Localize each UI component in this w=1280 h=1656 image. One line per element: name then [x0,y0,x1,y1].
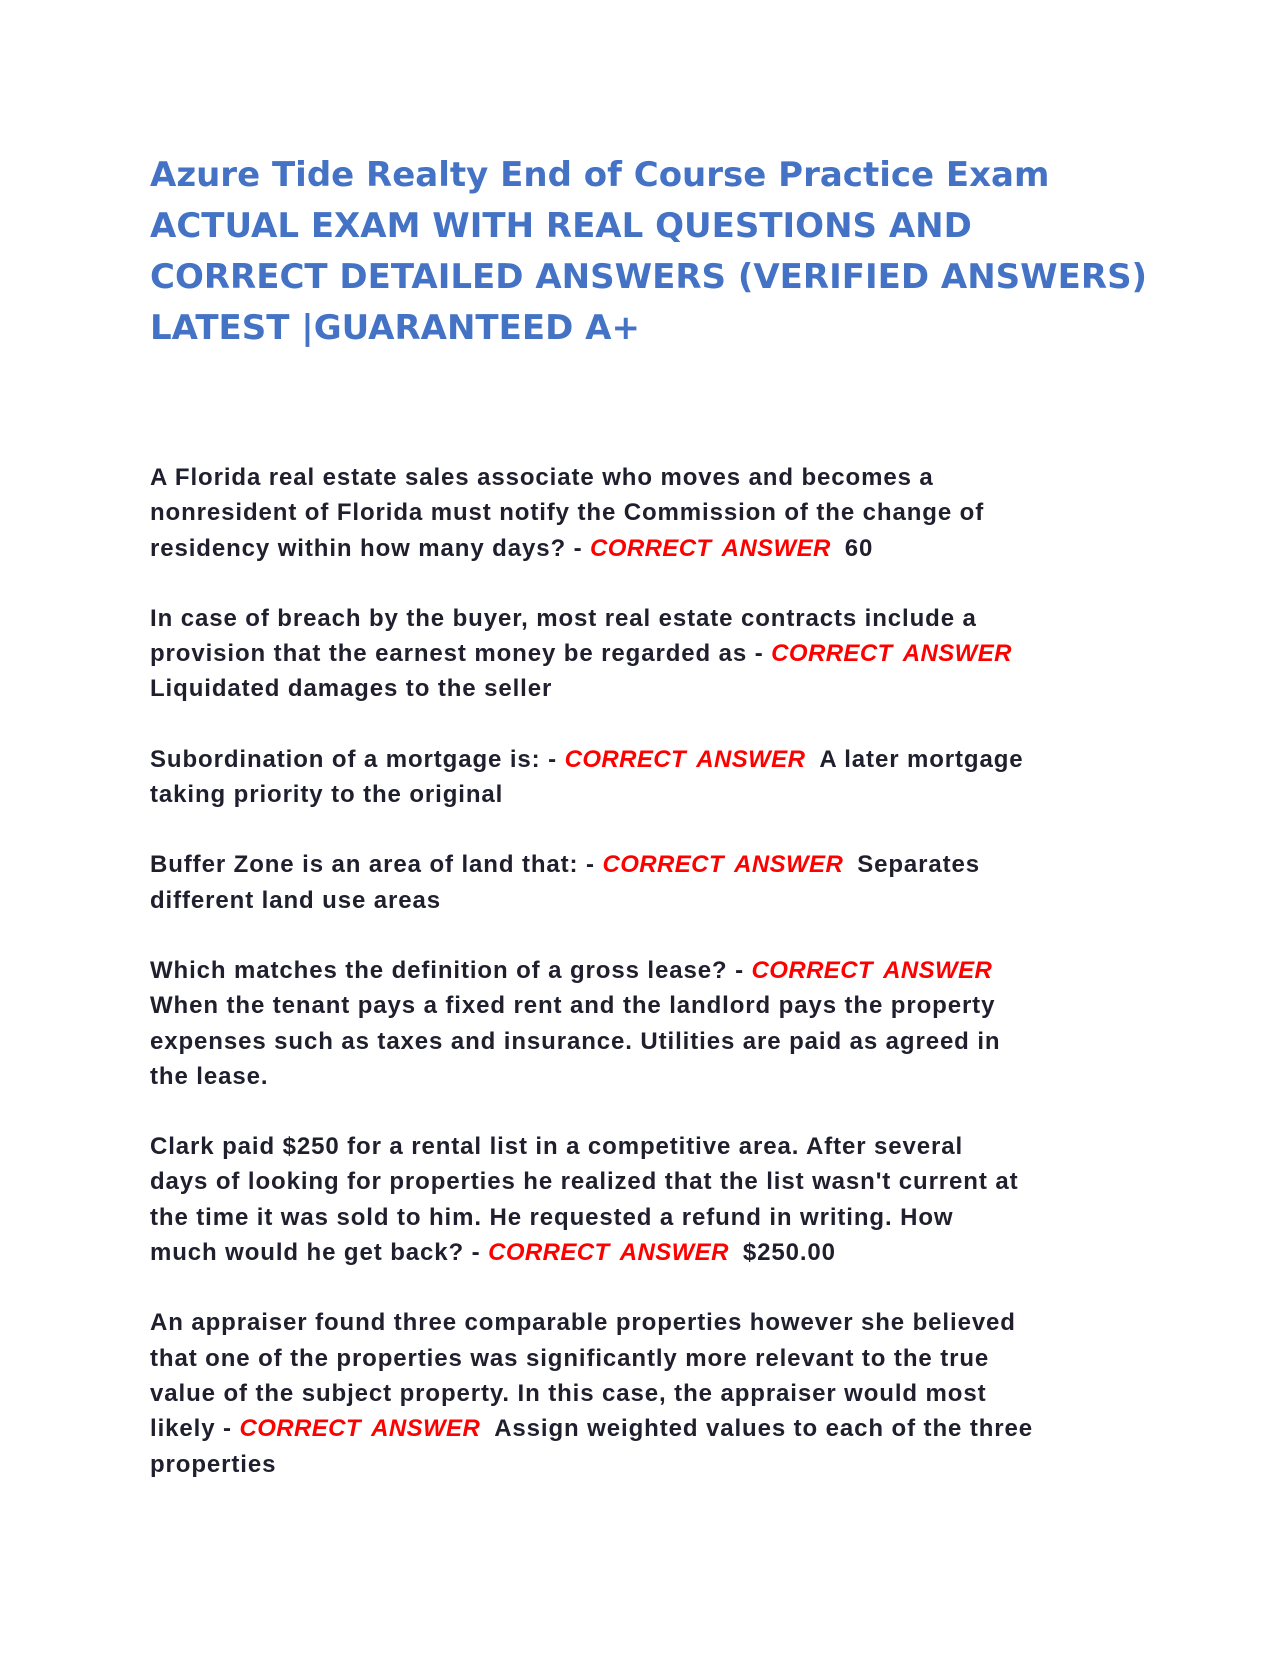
question-text: An appraiser found three comparable properties however she believed [150,1309,1016,1337]
question-line [150,531,1150,566]
answer-text: Separates [857,851,981,879]
correct-answer-label: CORRECT ANSWER [590,534,831,562]
answer-line: Liquidated damages to the seller [150,675,553,703]
document-title [150,150,1150,354]
question-line [150,1164,1150,1199]
qa-item [150,1129,1150,1270]
question-line [150,1129,1150,1164]
correct-answer-label: CORRECT ANSWER [488,1239,729,1267]
title-line: ACTUAL EXAM WITH REAL QUESTIONS AND [150,206,972,246]
correct-answer-label: CORRECT ANSWER [239,1415,481,1443]
question-text: days of looking for properties he realized that the list wasn't current at [150,1168,1019,1196]
question-line [150,460,1150,495]
question-text: likely - [150,1415,240,1443]
question-text: that one of the properties was significantly more relevant to the true [150,1344,990,1372]
question-text: provision that the earnest money be regarded as - [150,640,772,668]
question-text: Subordination of a mortgage is: - [150,745,565,773]
title-line: CORRECT DETAILED ANSWERS (VERIFIED ANSWERS) [150,257,1148,297]
question-line [150,1200,1150,1235]
answer-line: taking priority to the original [150,781,504,809]
qa-item [150,953,1150,1094]
question-text: much would he get back? - [150,1239,489,1267]
question-text: residency within how many days? - [150,534,591,562]
qa-item [150,847,1150,918]
question-line [150,742,1150,777]
qa-item [150,460,1150,566]
question-text: Clark paid $250 for a rental list in a competitive area. After several [150,1133,964,1161]
correct-answer-label: CORRECT ANSWER [564,745,806,773]
question-text: the time it was sold to him. He requested a refund in writing. How [150,1203,954,1231]
qa-item [150,742,1150,813]
answer-line: When the tenant pays a fixed rent and the landlord pays the property [150,992,996,1020]
question-text: A Florida real estate sales associate who moves and becomes a [150,464,934,491]
correct-answer-label: CORRECT ANSWER [751,956,993,984]
correct-answer-label: CORRECT ANSWER [602,851,844,879]
question-line [150,1235,1150,1270]
question-text: nonresident of Florida must notify the Commission of the change of [150,499,985,527]
answer-line: properties [150,1450,277,1478]
title-line: Azure Tide Realty End of Course Practice Exam [150,155,1050,195]
question-line [150,495,1150,530]
answer-text: Assign weighted values to each of the three [494,1415,1034,1443]
qa-item [150,1305,1150,1481]
answer-line: the lease. [150,1062,269,1090]
question-text: Buffer Zone is an area of land that: - [150,851,603,879]
qa-item [150,601,1150,707]
question-line [150,1305,1150,1340]
question-answer-list [150,460,1150,1517]
answer-text: 60 [844,534,874,562]
answer-text: A later mortgage [819,745,1024,773]
question-line [150,1376,1150,1411]
question-line [150,953,1150,988]
question-line [150,601,1150,636]
question-line [150,636,1150,671]
question-line [150,847,1150,882]
title-line: LATEST |GUARANTEED A+ [150,308,640,348]
answer-line: expenses such as taxes and insurance. Utilities are paid as agreed in [150,1027,1001,1055]
question-text: Which matches the definition of a gross lease? - [150,956,752,984]
question-line [150,1341,1150,1376]
answer-text: $250.00 [742,1239,836,1267]
question-line [150,1411,1150,1446]
question-text: value of the subject property. In this case, the appraiser would most [150,1379,987,1407]
correct-answer-label: CORRECT ANSWER [771,640,1012,668]
question-text: In case of breach by the buyer, most real estate contracts include a [150,604,977,632]
answer-line: different land use areas [150,886,442,914]
